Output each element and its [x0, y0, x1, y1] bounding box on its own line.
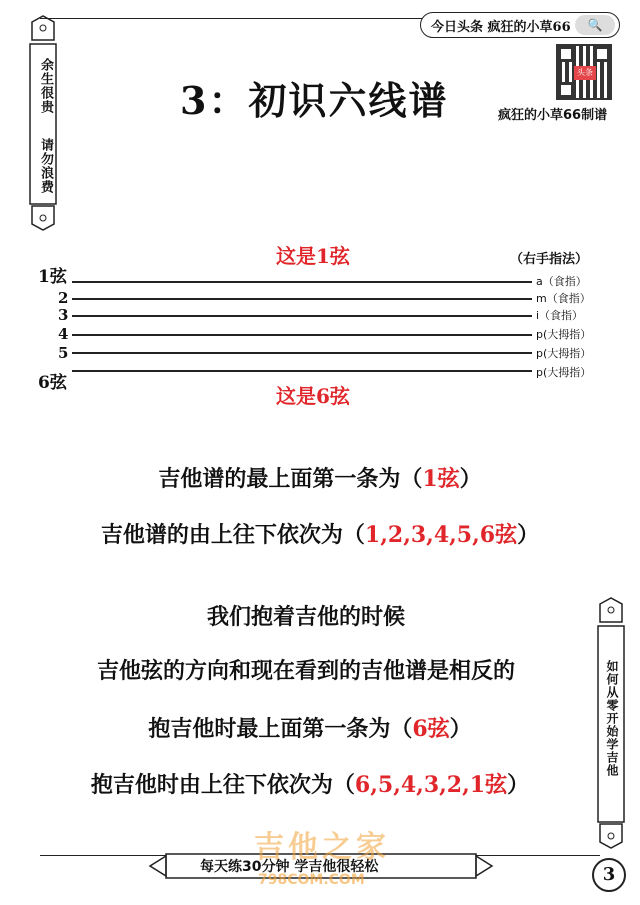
string-number-4: 4: [58, 325, 69, 343]
string-6: [72, 370, 532, 372]
finger-2: m（食指）: [536, 292, 591, 305]
search-bar[interactable]: [420, 12, 620, 38]
finger-4: p(大拇指）: [536, 328, 592, 341]
right-tag-text: 如何从零开始学吉他: [605, 660, 619, 777]
string-2: [72, 298, 532, 300]
right-hand-title: （右手指法）: [510, 252, 589, 267]
string-3: [72, 315, 532, 317]
paren-close: ）: [459, 467, 482, 492]
bottom-string-label: 这是6弦: [276, 384, 350, 408]
string-number-2: 2: [58, 289, 69, 307]
body-line-5-text: 抱吉他时最上面第一条为: [148, 717, 391, 742]
body-line-6-text: 抱吉他时由上往下依次为: [90, 773, 333, 798]
body-line-1-text: 吉他谱的最上面第一条为: [158, 467, 401, 492]
left-tag-line1: 余生很贵: [38, 58, 53, 114]
body-line-2-red: 2,3,4,5,6弦: [387, 522, 518, 548]
credit-text: 疯狂的小草66制谱: [498, 108, 608, 123]
string-number-5: 5: [58, 344, 69, 362]
string-5: [72, 352, 532, 354]
paren-open: （: [390, 717, 413, 742]
search-icon[interactable]: 🔍: [575, 15, 615, 35]
qr-badge: 头条: [574, 66, 596, 80]
finger-3: i（食指）: [536, 309, 584, 322]
body-line-2-text: 吉他谱的由上往下依次为: [100, 523, 343, 548]
paren-close: ）: [449, 717, 472, 742]
right-scroll-tag: [594, 596, 628, 852]
left-scroll-tag: [26, 14, 60, 232]
paren-open: （: [342, 523, 365, 548]
string-4: [72, 334, 532, 336]
footer-slogan: 每天练30分钟 学吉他很轻松: [200, 859, 379, 875]
watermark: 吉他之家: [254, 830, 390, 865]
string-number-3: 3: [58, 306, 69, 324]
qr-code: [556, 44, 612, 100]
body-line-2-num: 1,: [364, 522, 388, 548]
left-tag-line2: 请勿浪费: [38, 138, 53, 194]
paren-close: ）: [517, 523, 540, 548]
finger-5: p(大拇指）: [536, 347, 592, 360]
top-string-label: 这是1弦: [276, 244, 350, 268]
finger-6: p(大拇指）: [536, 366, 592, 379]
page-title: 3：初识六线谱: [180, 78, 449, 123]
search-text: 今日头条 疯狂的小草66: [431, 19, 571, 35]
string-1: [72, 281, 532, 283]
finger-1: a（食指）: [536, 275, 587, 288]
watermark-url: 798COM.COM: [258, 872, 365, 888]
scroll-ornament-icon: [26, 14, 60, 232]
string-number-1: 1弦: [38, 267, 67, 287]
body-line-6: [0, 768, 630, 799]
body-line-3: 我们抱着吉他的时候: [206, 605, 405, 630]
paren-open: （: [400, 467, 423, 492]
paren-open: （: [332, 773, 355, 798]
body-line-1: [0, 462, 640, 493]
page-number: 3: [592, 858, 626, 892]
body-line-1-red: 1弦: [422, 466, 460, 492]
string-number-6: 6弦: [38, 373, 67, 393]
body-line-6-red: 6,5,4,3,2,1弦: [354, 772, 508, 798]
body-line-4: 吉他弦的方向和现在看到的吉他谱是相反的: [96, 659, 515, 684]
paren-close: ）: [507, 773, 530, 798]
body-line-5-red: 6弦: [412, 716, 450, 742]
body-line-5: [0, 712, 630, 743]
body-line-2: [0, 518, 640, 549]
